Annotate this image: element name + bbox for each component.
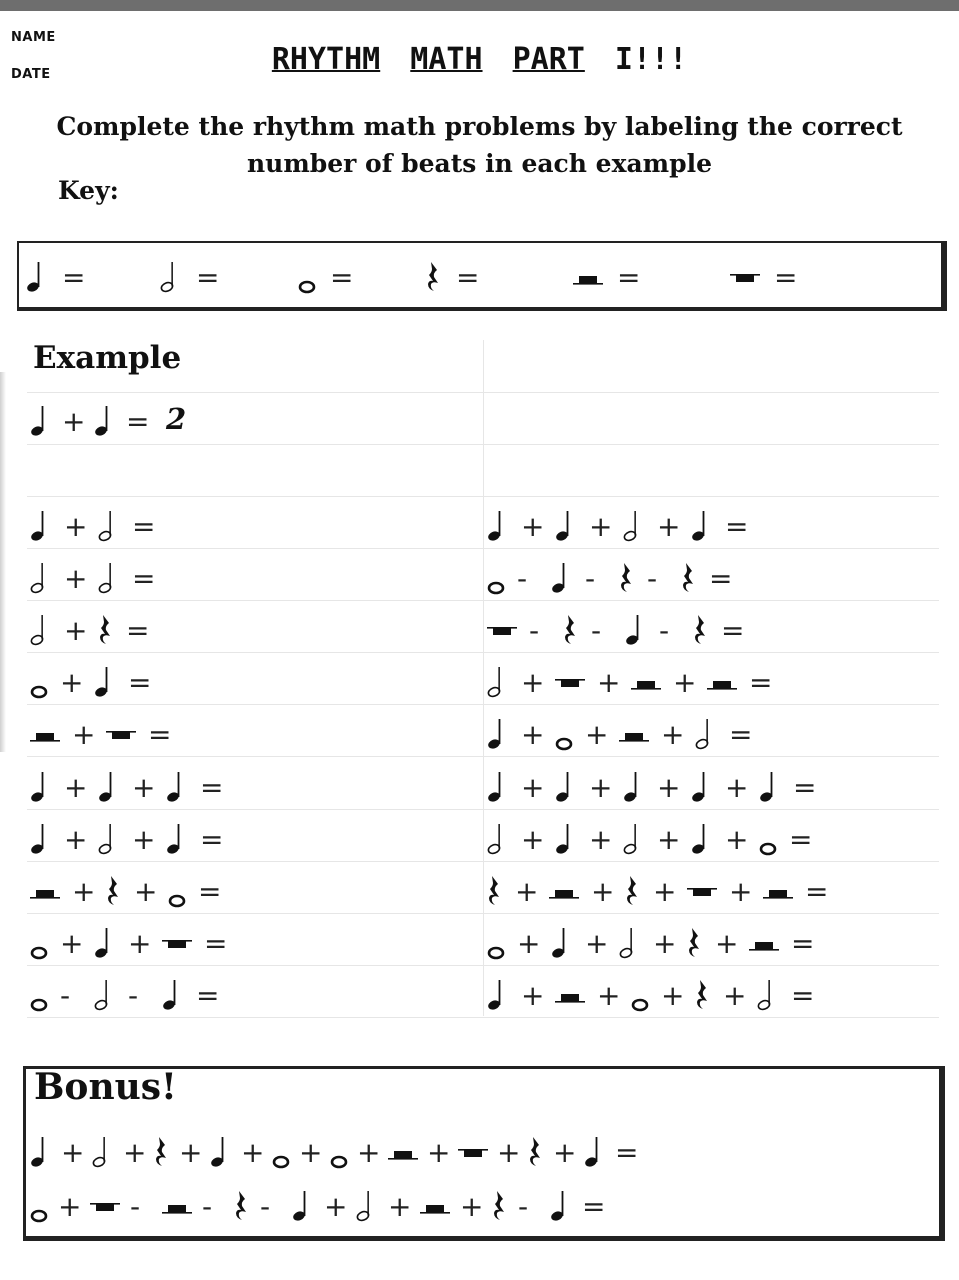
- top-status-bar: [0, 0, 959, 11]
- plus-sign: +: [589, 771, 613, 804]
- quarter-note-icon: [584, 1133, 606, 1173]
- page-title: [0, 42, 959, 77]
- quarter-note-icon: [30, 507, 52, 547]
- page-edge-shadow: [0, 372, 6, 752]
- half-note-icon: [160, 258, 182, 298]
- equals-sign: =: [126, 405, 150, 438]
- minus-sign: -: [518, 1190, 529, 1223]
- plus-sign: +: [521, 771, 545, 804]
- equals-sign: =: [148, 718, 172, 751]
- quarter-note-icon: [166, 820, 188, 860]
- quarter-rest-icon: [154, 1133, 170, 1173]
- minus-sign: -: [60, 979, 71, 1012]
- grid-line: [27, 392, 939, 393]
- half-rest-icon: [631, 663, 661, 703]
- grid-line: [27, 444, 939, 445]
- plus-sign: +: [64, 771, 88, 804]
- quarter-note-icon: [162, 976, 184, 1016]
- whole-note-icon: [30, 924, 48, 964]
- quarter-note-icon: [94, 402, 116, 442]
- bonus-title: Bonus!: [34, 1066, 177, 1108]
- grid-line: [27, 1017, 939, 1018]
- equals-sign: =: [721, 614, 745, 647]
- plus-sign: +: [723, 979, 747, 1012]
- quarter-note-icon: [210, 1133, 232, 1173]
- equals-sign: =: [791, 979, 815, 1012]
- half-note-icon: [98, 507, 120, 547]
- half-rest-icon: [388, 1133, 418, 1173]
- minus-sign: -: [647, 562, 658, 595]
- title-word: RHYTHM: [271, 42, 381, 77]
- minus-sign: -: [517, 562, 528, 595]
- whole-note-icon: [30, 1187, 48, 1227]
- example-answer: 2: [166, 402, 187, 436]
- quarter-note-icon: [625, 611, 647, 651]
- quarter-rest-icon: [563, 611, 579, 651]
- quarter-rest-icon: [693, 611, 709, 651]
- plus-sign: +: [657, 823, 681, 856]
- equals-sign: =: [582, 1190, 606, 1223]
- equals-sign: =: [196, 261, 220, 294]
- instructions-line-1: Complete the rhythm math problems by labeling the correct: [56, 112, 903, 141]
- quarter-note-icon: [691, 820, 713, 860]
- quarter-note-icon: [487, 715, 509, 755]
- quarter-rest-icon: [687, 924, 703, 964]
- equals-sign: =: [198, 875, 222, 908]
- example-title: Example: [33, 340, 182, 376]
- equals-sign: =: [62, 261, 86, 294]
- grid-line: [27, 913, 939, 914]
- plus-sign: +: [653, 927, 677, 960]
- whole-rest-icon: [730, 258, 760, 298]
- title-word: PART: [512, 42, 585, 77]
- quarter-note-icon: [166, 768, 188, 808]
- equals-sign: =: [132, 510, 156, 543]
- whole-note-icon: [298, 258, 316, 298]
- plus-sign: +: [521, 823, 545, 856]
- plus-sign: +: [460, 1190, 484, 1223]
- plus-sign: +: [521, 510, 545, 543]
- plus-sign: +: [72, 875, 96, 908]
- quarter-rest-icon: [625, 872, 641, 912]
- plus-sign: +: [299, 1136, 323, 1169]
- plus-sign: +: [132, 823, 156, 856]
- whole-rest-icon: [162, 924, 192, 964]
- quarter-note-icon: [555, 507, 577, 547]
- plus-sign: +: [497, 1136, 521, 1169]
- quarter-rest-icon: [98, 611, 114, 651]
- plus-sign: +: [585, 718, 609, 751]
- whole-rest-icon: [458, 1133, 488, 1173]
- title-word: MATH: [410, 42, 483, 77]
- quarter-note-icon: [292, 1187, 314, 1227]
- half-rest-icon: [573, 258, 603, 298]
- equals-sign: =: [725, 510, 749, 543]
- plus-sign: +: [553, 1136, 577, 1169]
- whole-rest-icon: [555, 663, 585, 703]
- quarter-note-icon: [555, 768, 577, 808]
- quarter-note-icon: [94, 663, 116, 703]
- equals-sign: =: [709, 562, 733, 595]
- plus-sign: +: [521, 979, 545, 1012]
- plus-sign: +: [357, 1136, 381, 1169]
- half-note-icon: [356, 1187, 378, 1227]
- quarter-note-icon: [30, 820, 52, 860]
- half-rest-icon: [749, 924, 779, 964]
- plus-sign: +: [62, 405, 86, 438]
- quarter-note-icon: [487, 768, 509, 808]
- whole-rest-icon: [90, 1187, 120, 1227]
- plus-sign: +: [64, 823, 88, 856]
- equals-sign: =: [729, 718, 753, 751]
- whole-rest-icon: [106, 715, 136, 755]
- plus-sign: +: [715, 927, 739, 960]
- quarter-note-icon: [691, 768, 713, 808]
- half-note-icon: [92, 1133, 114, 1173]
- plus-sign: +: [521, 718, 545, 751]
- whole-note-icon: [631, 976, 649, 1016]
- equals-sign: =: [774, 261, 798, 294]
- plus-sign: +: [64, 510, 88, 543]
- quarter-rest-icon: [528, 1133, 544, 1173]
- half-rest-icon: [763, 872, 793, 912]
- half-rest-icon: [555, 976, 585, 1016]
- equals-sign: =: [196, 979, 220, 1012]
- half-rest-icon: [30, 872, 60, 912]
- half-note-icon: [94, 976, 116, 1016]
- equals-sign: =: [789, 823, 813, 856]
- equals-sign: =: [793, 771, 817, 804]
- column-divider: [483, 340, 484, 1016]
- equals-sign: =: [615, 1136, 639, 1169]
- equals-sign: =: [749, 666, 773, 699]
- quarter-note-icon: [94, 924, 116, 964]
- plus-sign: +: [132, 771, 156, 804]
- plus-sign: +: [64, 562, 88, 595]
- half-rest-icon: [707, 663, 737, 703]
- quarter-note-icon: [623, 768, 645, 808]
- quarter-rest-icon: [487, 872, 503, 912]
- plus-sign: +: [179, 1136, 203, 1169]
- whole-note-icon: [30, 663, 48, 703]
- plus-sign: +: [589, 823, 613, 856]
- minus-sign: -: [130, 1190, 141, 1223]
- minus-sign: -: [659, 614, 670, 647]
- half-rest-icon: [162, 1187, 192, 1227]
- half-rest-icon: [420, 1187, 450, 1227]
- name-label: NAME: [11, 30, 56, 45]
- instructions: [0, 108, 959, 182]
- plus-sign: +: [134, 875, 158, 908]
- equals-sign: =: [456, 261, 480, 294]
- half-note-icon: [98, 820, 120, 860]
- quarter-rest-icon: [681, 559, 697, 599]
- half-note-icon: [487, 663, 509, 703]
- grid-line: [27, 809, 939, 810]
- plus-sign: +: [673, 666, 697, 699]
- grid-line: [27, 861, 939, 862]
- equals-sign: =: [805, 875, 829, 908]
- grid-line: [27, 756, 939, 757]
- plus-sign: +: [123, 1136, 147, 1169]
- plus-sign: +: [585, 927, 609, 960]
- plus-sign: +: [597, 666, 621, 699]
- half-note-icon: [623, 507, 645, 547]
- equals-sign: =: [204, 927, 228, 960]
- plus-sign: +: [515, 875, 539, 908]
- whole-note-icon: [487, 559, 505, 599]
- plus-sign: +: [597, 979, 621, 1012]
- quarter-note-icon: [550, 1187, 572, 1227]
- plus-sign: +: [729, 875, 753, 908]
- grid-line: [27, 548, 939, 549]
- plus-sign: +: [61, 1136, 85, 1169]
- half-rest-icon: [619, 715, 649, 755]
- plus-sign: +: [661, 718, 685, 751]
- plus-sign: +: [64, 614, 88, 647]
- quarter-note-icon: [551, 559, 573, 599]
- half-rest-icon: [549, 872, 579, 912]
- equals-sign: =: [128, 666, 152, 699]
- equals-sign: =: [617, 261, 641, 294]
- minus-sign: -: [585, 562, 596, 595]
- quarter-rest-icon: [695, 976, 711, 1016]
- quarter-rest-icon: [492, 1187, 508, 1227]
- plus-sign: +: [388, 1190, 412, 1223]
- plus-sign: +: [657, 771, 681, 804]
- quarter-rest-icon: [234, 1187, 250, 1227]
- minus-sign: -: [260, 1190, 271, 1223]
- quarter-note-icon: [691, 507, 713, 547]
- plus-sign: +: [324, 1190, 348, 1223]
- plus-sign: +: [591, 875, 615, 908]
- quarter-note-icon: [98, 768, 120, 808]
- grid-line: [27, 965, 939, 966]
- half-rest-icon: [30, 715, 60, 755]
- equals-sign: =: [132, 562, 156, 595]
- whole-note-icon: [168, 872, 186, 912]
- half-note-icon: [98, 559, 120, 599]
- plus-sign: +: [589, 510, 613, 543]
- half-note-icon: [619, 924, 641, 964]
- plus-sign: +: [661, 979, 685, 1012]
- quarter-rest-icon: [619, 559, 635, 599]
- plus-sign: +: [517, 927, 541, 960]
- half-note-icon: [30, 559, 52, 599]
- minus-sign: -: [128, 979, 139, 1012]
- equals-sign: =: [200, 771, 224, 804]
- whole-note-icon: [759, 820, 777, 860]
- plus-sign: +: [725, 823, 749, 856]
- plus-sign: +: [128, 927, 152, 960]
- quarter-note-icon: [26, 258, 48, 298]
- equals-sign: =: [200, 823, 224, 856]
- equals-sign: =: [126, 614, 150, 647]
- grid-line: [27, 600, 939, 601]
- date-label: DATE: [11, 67, 51, 82]
- half-note-icon: [695, 715, 717, 755]
- key-box: [17, 241, 947, 311]
- quarter-rest-icon: [106, 872, 122, 912]
- quarter-note-icon: [30, 402, 52, 442]
- plus-sign: +: [60, 666, 84, 699]
- quarter-rest-icon: [426, 258, 442, 298]
- whole-rest-icon: [687, 872, 717, 912]
- minus-sign: -: [202, 1190, 213, 1223]
- quarter-note-icon: [759, 768, 781, 808]
- whole-note-icon: [487, 924, 505, 964]
- quarter-note-icon: [551, 924, 573, 964]
- grid-line: [27, 704, 939, 705]
- quarter-note-icon: [30, 1133, 52, 1173]
- plus-sign: +: [58, 1190, 82, 1223]
- grid-line: [27, 496, 939, 497]
- whole-note-icon: [555, 715, 573, 755]
- half-note-icon: [487, 820, 509, 860]
- plus-sign: +: [725, 771, 749, 804]
- minus-sign: -: [529, 614, 540, 647]
- plus-sign: +: [72, 718, 96, 751]
- whole-note-icon: [30, 976, 48, 1016]
- equals-sign: =: [330, 261, 354, 294]
- title-word: I!!!: [614, 42, 688, 77]
- plus-sign: +: [521, 666, 545, 699]
- plus-sign: +: [60, 927, 84, 960]
- grid-line: [27, 652, 939, 653]
- quarter-note-icon: [487, 976, 509, 1016]
- plus-sign: +: [653, 875, 677, 908]
- whole-rest-icon: [487, 611, 517, 651]
- half-note-icon: [757, 976, 779, 1016]
- half-note-icon: [30, 611, 52, 651]
- plus-sign: +: [657, 510, 681, 543]
- quarter-note-icon: [30, 768, 52, 808]
- instructions-line-2: number of beats in each example: [246, 149, 713, 178]
- equals-sign: =: [791, 927, 815, 960]
- whole-note-icon: [272, 1133, 290, 1173]
- half-note-icon: [623, 820, 645, 860]
- plus-sign: +: [427, 1136, 451, 1169]
- plus-sign: +: [241, 1136, 265, 1169]
- minus-sign: -: [591, 614, 602, 647]
- quarter-note-icon: [555, 820, 577, 860]
- whole-note-icon: [330, 1133, 348, 1173]
- quarter-note-icon: [487, 507, 509, 547]
- key-label: Key:: [58, 176, 119, 205]
